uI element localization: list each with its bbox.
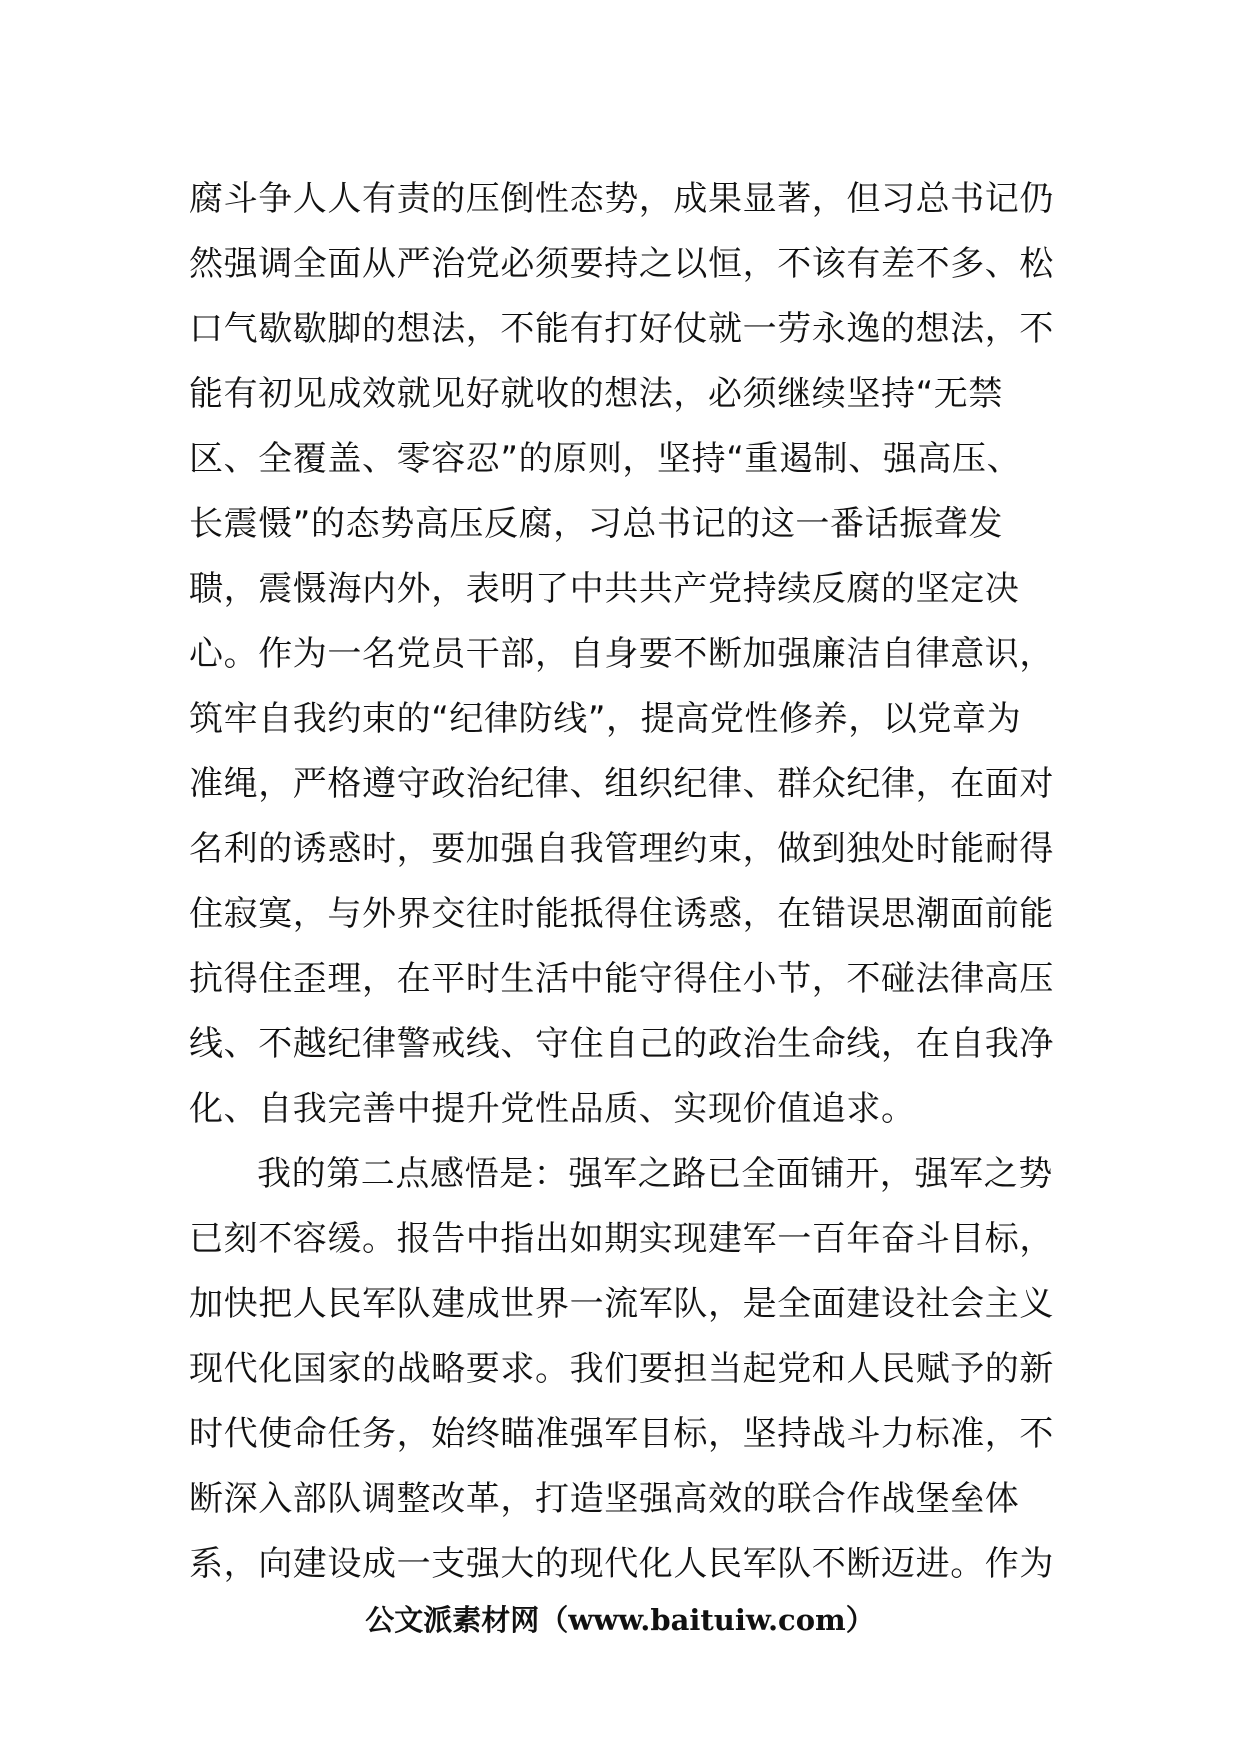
- text-line: 然强调全面从严治党必须要持之以恒，不该有差不多、松: [189, 244, 1054, 284]
- text-line: 口气歇歇脚的想法，不能有打好仗就一劳永逸的想法，不: [189, 309, 1054, 349]
- document-body: [189, 167, 1059, 1597]
- text-line: 长震慑”的态势高压反腐，习总书记的这一番话振聋发: [189, 504, 1004, 544]
- text-line: 现代化国家的战略要求。我们要担当起党和人民赋予的新: [189, 1349, 1054, 1389]
- text-line: 系，向建设成一支强大的现代化人民军队不断迈进。作为: [189, 1544, 1054, 1584]
- paragraph-start-line: 我的第二点感悟是：强军之路已全面铺开，强军之势: [257, 1154, 1053, 1194]
- text-line: 心。作为一名党员干部，自身要不断加强廉洁自律意识，: [189, 634, 1054, 674]
- text-line: 化、自我完善中提升党性品质、实现价值追求。: [189, 1089, 916, 1129]
- text-line: 线、不越纪律警戒线、守住自己的政治生命线，在自我净: [189, 1024, 1054, 1064]
- page-footer-watermark: 公文派素材网（www.baituiw.com）: [365, 1603, 875, 1637]
- text-line: 能有初见成效就见好就收的想法，必须继续坚持“无禁: [189, 374, 1004, 414]
- text-line: 准绳，严格遵守政治纪律、组织纪律、群众纪律，在面对: [189, 764, 1054, 804]
- text-line: 已刻不容缓。报告中指出如期实现建军一百年奋斗目标，: [189, 1219, 1054, 1259]
- text-line: 住寂寞，与外界交往时能抵得住诱惑，在错误思潮面前能: [189, 894, 1054, 934]
- text-line: 抗得住歪理，在平时生活中能守得住小节，不碰法律高压: [189, 959, 1054, 999]
- text-line: 断深入部队调整改革，打造坚强高效的联合作战堡垒体: [189, 1479, 1020, 1519]
- text-line: 聩，震慑海内外，表明了中共共产党持续反腐的坚定决: [189, 569, 1020, 609]
- text-line: 区、全覆盖、零容忍”的原则，坚持“重遏制、强高压、: [189, 439, 1022, 479]
- text-line: 加快把人民军队建成世界一流军队，是全面建设社会主义: [189, 1284, 1054, 1324]
- text-line: 时代使命任务，始终瞄准强军目标，坚持战斗力标准，不: [189, 1414, 1054, 1454]
- text-line: 腐斗争人人有责的压倒性态势，成果显著，但习总书记仍: [189, 179, 1054, 219]
- text-line: 名利的诱惑时，要加强自我管理约束，做到独处时能耐得: [189, 829, 1054, 869]
- text-line: 筑牢自我约束的“纪律防线”，提高党性修养，以党章为: [189, 699, 1022, 739]
